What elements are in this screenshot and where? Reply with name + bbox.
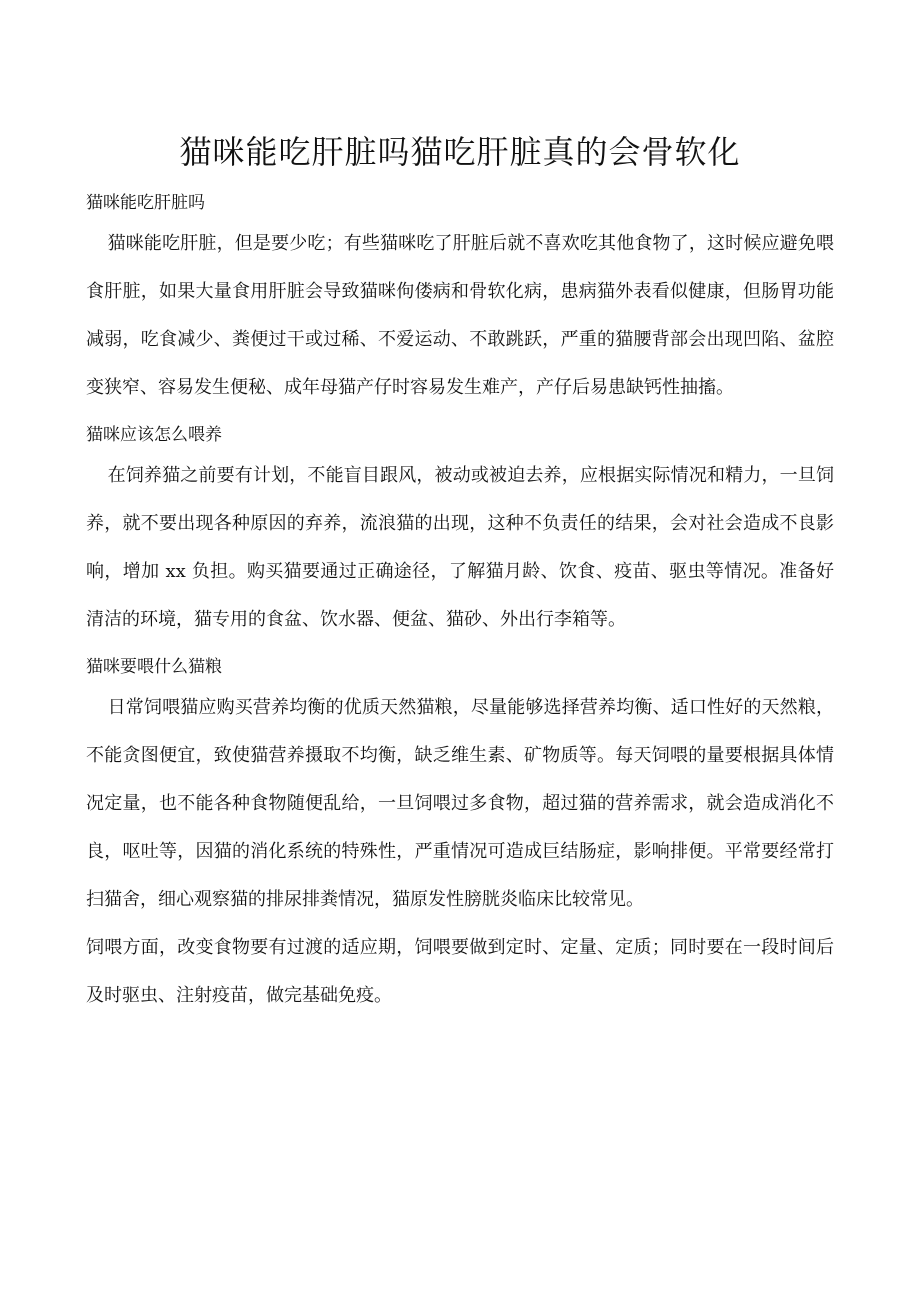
section-paragraph: 猫咪能吃肝脏，但是要少吃；有些猫咪吃了肝脏后就不喜欢吃其他食物了，这时候应避免喂食肝脏，如果大量食用肝脏会导致猫咪佝偻病和骨软化病，患病猫外表看似健康，但肠胃功能减弱，吃食减少、粪便过干或过稀、不爱运动、不敢跳跃，严重的猫腰背部会出现凹陷、盆腔变狭窄、容易发生便秘、成年母猫产仔时容易发生难产，产仔后易患缺钙性抽搐。 bbox=[86, 233, 834, 398]
closing-paragraph: 饲喂方面，改变食物要有过渡的适应期，饲喂要做到定时、定量、定质；同时要在一段时间后及时驱虫、注射疫苗，做完基础免疫。 bbox=[86, 937, 834, 1006]
section-paragraph: 在饲养猫之前要有计划，不能盲目跟风，被动或被迫去养，应根据实际情况和精力，一旦饲养，就不要出现各种原因的弃养，流浪猫的出现，这种不负责任的结果，会对社会造成不良影响，增加 xx 负担。购买猫要通过正确途径，了解猫月龄、饮食、疫苗、驱虫等情况。准备好清洁的环境，猫专用的食盆、饮水器、便盆、猫砂、外出行李箱等。 bbox=[86, 465, 834, 630]
document-title: 猫咪能吃肝脏吗猫吃肝脏真的会骨软化 bbox=[179, 133, 741, 171]
section-heading: 猫咪要喂什么猫粮 bbox=[86, 657, 222, 677]
section-heading: 猫咪应该怎么喂养 bbox=[86, 425, 222, 445]
section-liver bbox=[86, 186, 834, 412]
section-cat-food bbox=[86, 650, 834, 924]
section-heading: 猫咪能吃肝脏吗 bbox=[86, 193, 205, 213]
section-feeding bbox=[86, 418, 834, 644]
section-paragraph: 日常饲喂猫应购买营养均衡的优质天然猫粮，尽量能够选择营养均衡、适口性好的天然粮，不能贪图便宜，致使猫营养摄取不均衡，缺乏维生素、矿物质等。每天饲喂的量要根据具体情况定量，也不能各种食物随便乱给，一旦饲喂过多食物，超过猫的营养需求，就会造成消化不良，呕吐等，因猫的消化系统的特殊性，严重情况可造成巨结肠症，影响排便。平常要经常打扫猫舍，细心观察猫的排尿排粪情况，猫原发性膀胱炎临床比较常见。 bbox=[86, 697, 834, 910]
document-body bbox=[86, 186, 834, 1020]
